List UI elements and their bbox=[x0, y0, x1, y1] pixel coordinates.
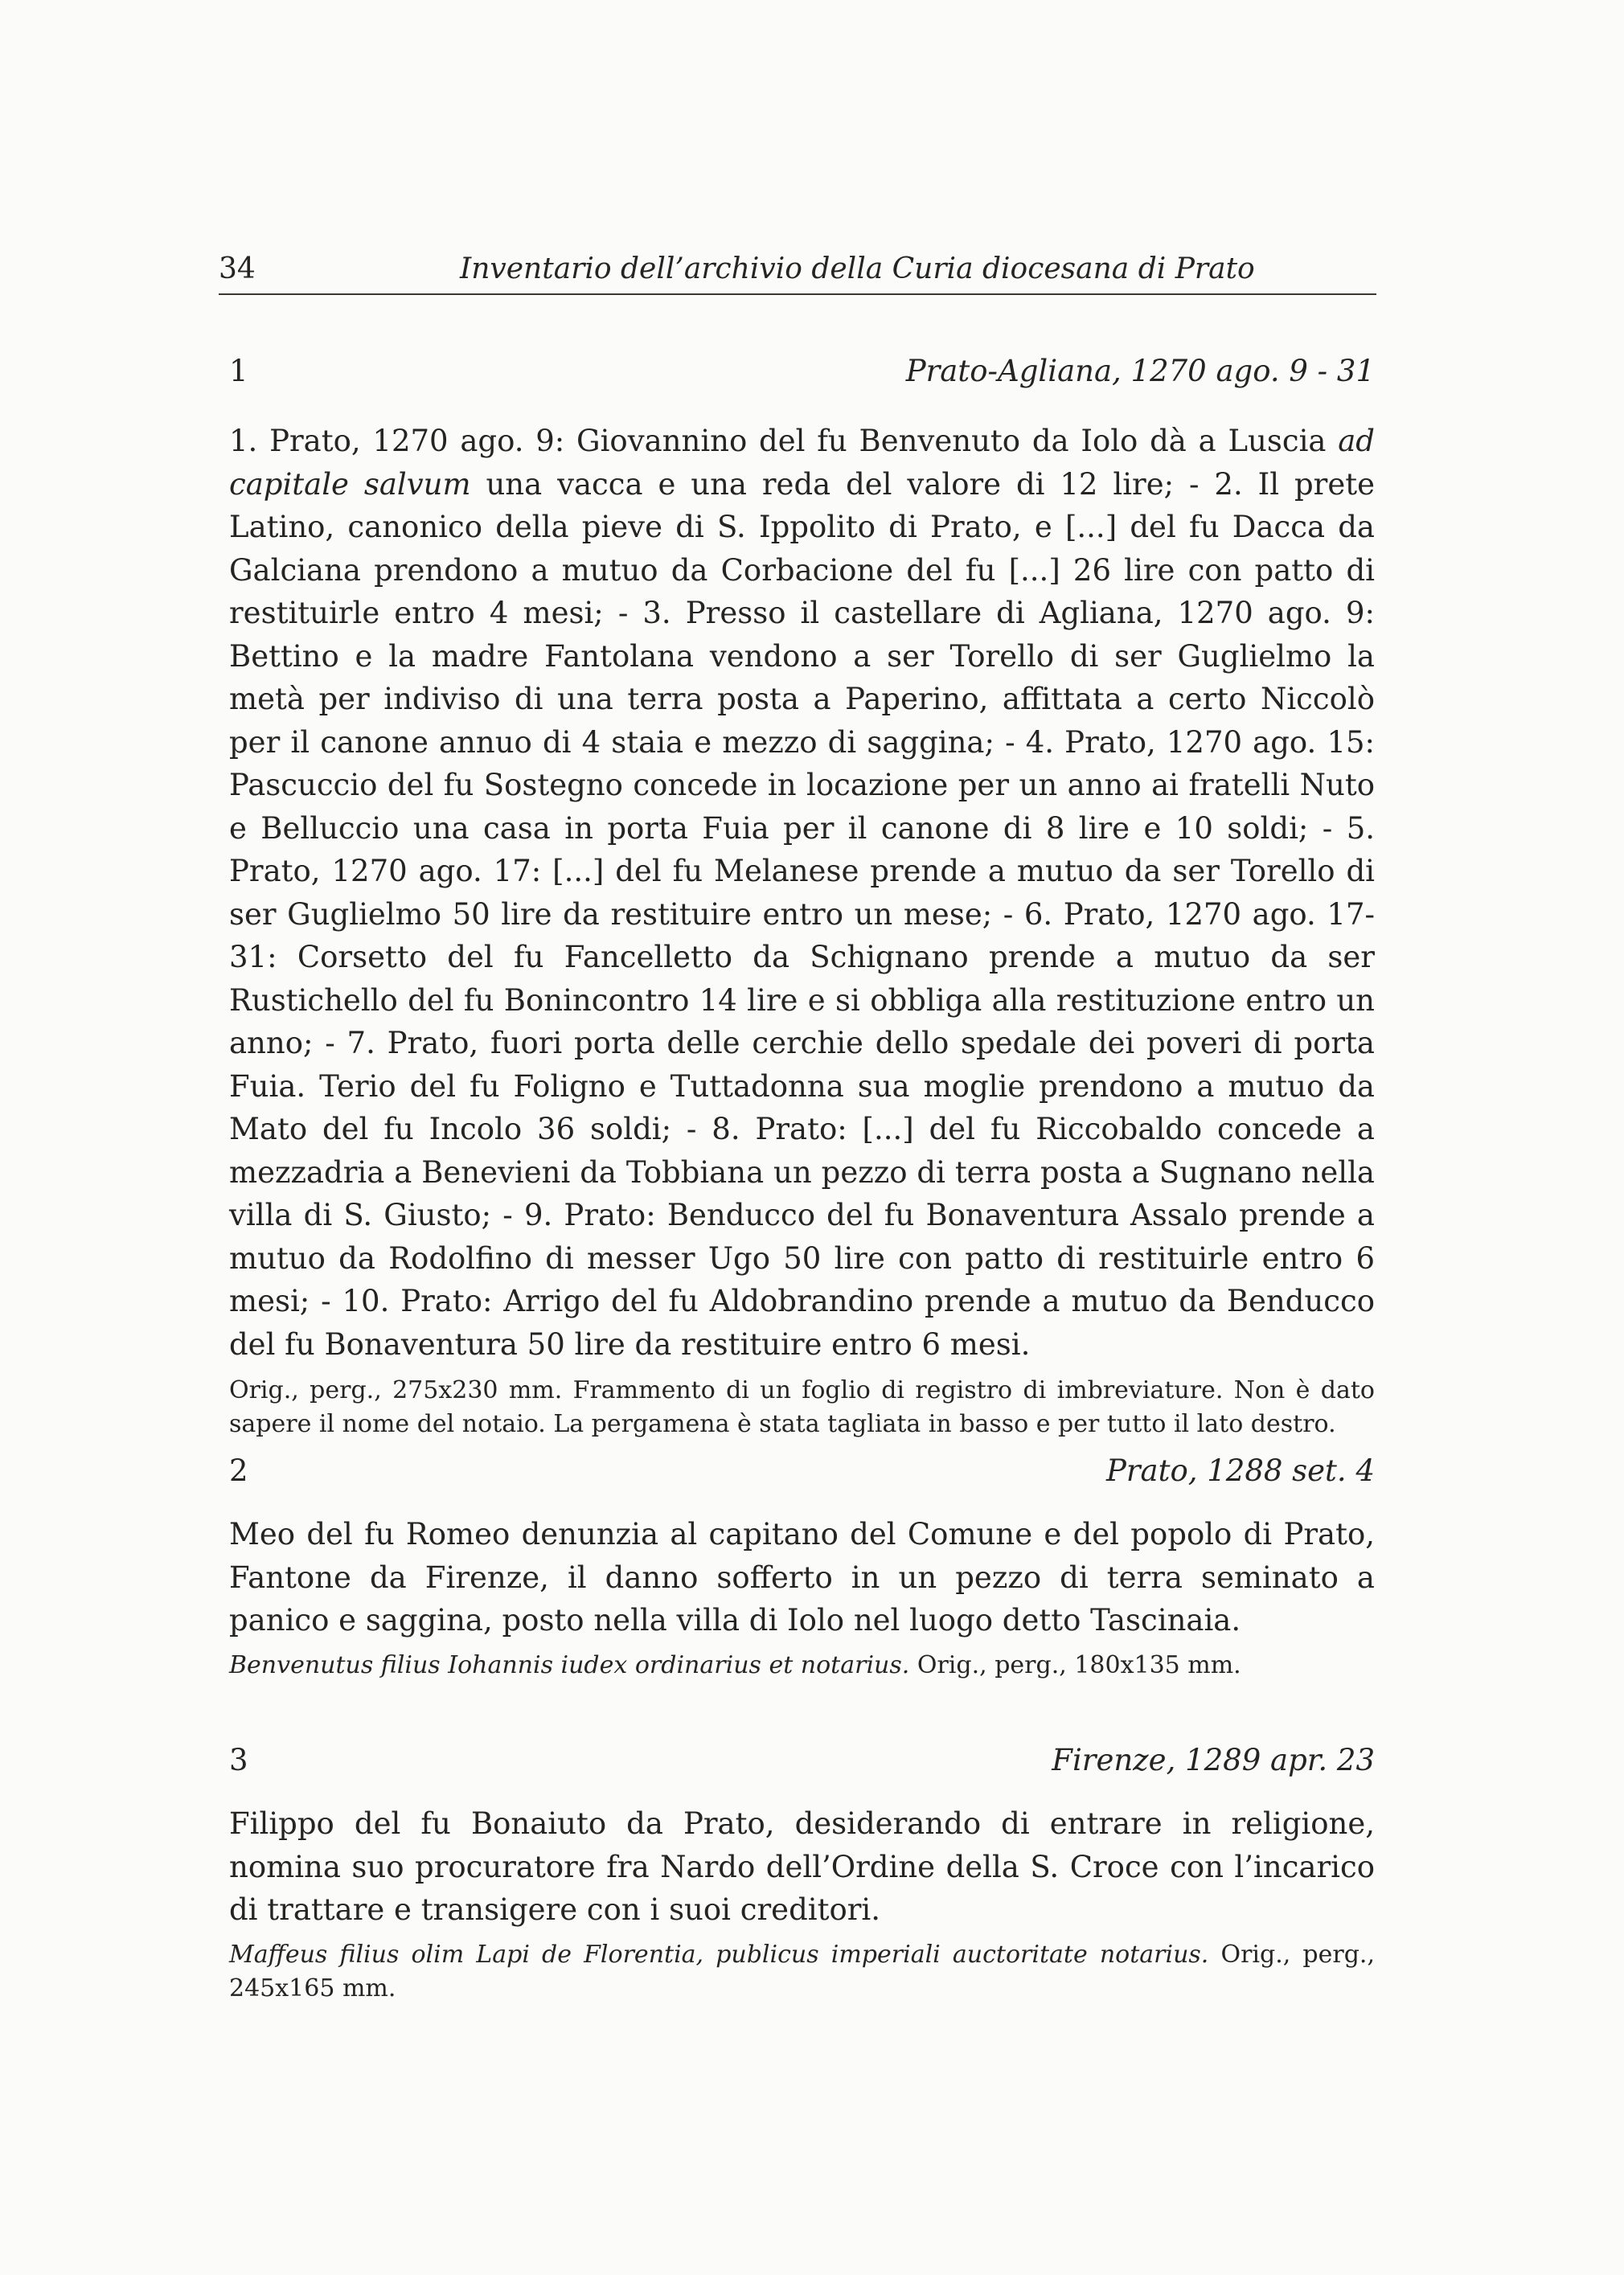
entry-place-date: Prato-Agliana, 1270 ago. 9 - 31 bbox=[905, 354, 1375, 388]
notary-signature: Benvenutus filius Iohannis iudex ordinarius et notarius. bbox=[229, 1650, 910, 1679]
running-title: Inventario dell’archivio della Curia diocesana di Prato bbox=[460, 252, 1255, 285]
entry-heading bbox=[229, 347, 1375, 396]
regest-text: una vacca e una reda del valore di 12 lire; - 2. Il prete Latino, canonico della pieve di S. Ippolito di Prato, e [...] del fu Dacca da Galciana prendono a mutuo da Corbacione del fu [...] 26 lire con patto di restituirle entro 4 mesi; - 3. Presso il castellare di Agliana, 1270 ago. 9: Bettino e la madre Fantolana vendono a ser Torello di ser Guglielmo la metà per indiviso di una terra posta a Paperino, affittata a certo Niccolò per il canone annuo di 4 staia e mezzo di saggina; - 4. Prato, 1270 ago. 15: Pascuccio del fu Sostegno concede in locazione per un anno ai fratelli Nuto e Belluccio una casa in porta Fuia per il canone di 8 lire e 10 soldi; - 5. Prato, 1270 ago. 17: [...] del fu Melanese prende a mutuo da ser Torello di ser Guglielmo 50 lire da restituire entro un mese; - 6. Prato, 1270 ago. 17-31: Corsetto del fu Fancelletto da Schignano prende a mutuo da ser Rustichello del fu Bonincontro 14 lire e si obbliga alla restituzione entro un anno; - 7. Prato, fuori porta delle cerchie dello spedale dei poveri di porta Fuia. Terio del fu Foligno e Tuttadonna sua moglie prendono a mutuo da Mato del fu Incolo 36 soldi; - 8. Prato: [...] del fu Riccobaldo concede a mezzadria a Benevieni da Tobbiana un pezzo di terra posta a Sugnano nella villa di S. Giusto; - 9. Prato: Benducco del fu Bonaventura Assalo prende a mutuo da Rodolfino di messer Ugo 50 lire con patto di restituirle entro 6 mesi; - 10. Prato: Arrigo del fu Aldobrandino prende a mutuo da Benducco del fu Bonaventura 50 lire da restituire entro 6 mesi. bbox=[229, 466, 1375, 1362]
entry-number: 3 bbox=[229, 1743, 248, 1777]
entry-regest: Meo del fu Romeo denunzia al capitano del Comune e del popolo di Prato, Fantone da Firenze, il danno sofferto in un pezzo di terra seminato a panico e saggina, posto nella villa di Iolo nel luogo detto Tascinaia. bbox=[229, 1517, 1375, 1638]
page-number: 34 bbox=[219, 252, 256, 285]
entry-2 bbox=[229, 1447, 1375, 1683]
regest-text: 1. Prato, 1270 ago. 9: Giovannino del fu Benvenuto da Iolo dà a Luscia bbox=[229, 424, 1339, 458]
entry-number: 2 bbox=[229, 1453, 248, 1488]
entry-description-note bbox=[229, 1374, 1375, 1441]
entry-place-date: Firenze, 1289 apr. 23 bbox=[1052, 1743, 1375, 1777]
running-header bbox=[219, 245, 1376, 295]
entry-1 bbox=[229, 347, 1375, 1441]
note-text: Orig., perg., 275x230 mm. Frammento di un foglio di registro di imbreviature. Non è dato sapere il nome del notaio. La pergamena è stata tagliata in basso e per tutto il lato destro. bbox=[229, 1376, 1375, 1438]
entry-place-date: Prato, 1288 set. 4 bbox=[1105, 1453, 1375, 1488]
entry-regest bbox=[229, 420, 1375, 1366]
entry-3 bbox=[229, 1736, 1375, 2006]
entry-number: 1 bbox=[229, 354, 248, 388]
regest-latin-phrase: ad capitale salvum bbox=[229, 424, 1375, 502]
note-text: Orig., perg., 245x165 mm. bbox=[229, 1940, 1375, 2002]
note-text: Orig., perg., 180x135 mm. bbox=[909, 1650, 1241, 1679]
entry-heading bbox=[229, 1447, 1375, 1495]
entry-heading bbox=[229, 1736, 1375, 1785]
entry-description-note bbox=[229, 1649, 1375, 1683]
entry-regest: Filippo del fu Bonaiuto da Prato, desiderando di entrare in religione, nomina suo procuratore fra Nardo dell’Ordine della S. Croce con l’incarico di trattare e transigere con i suoi creditori. bbox=[229, 1806, 1375, 1927]
notary-signature: Maffeus filius olim Lapi de Florentia, publicus imperiali auctoritate notarius. bbox=[229, 1940, 1209, 1969]
entry-description-note bbox=[229, 1938, 1375, 2006]
